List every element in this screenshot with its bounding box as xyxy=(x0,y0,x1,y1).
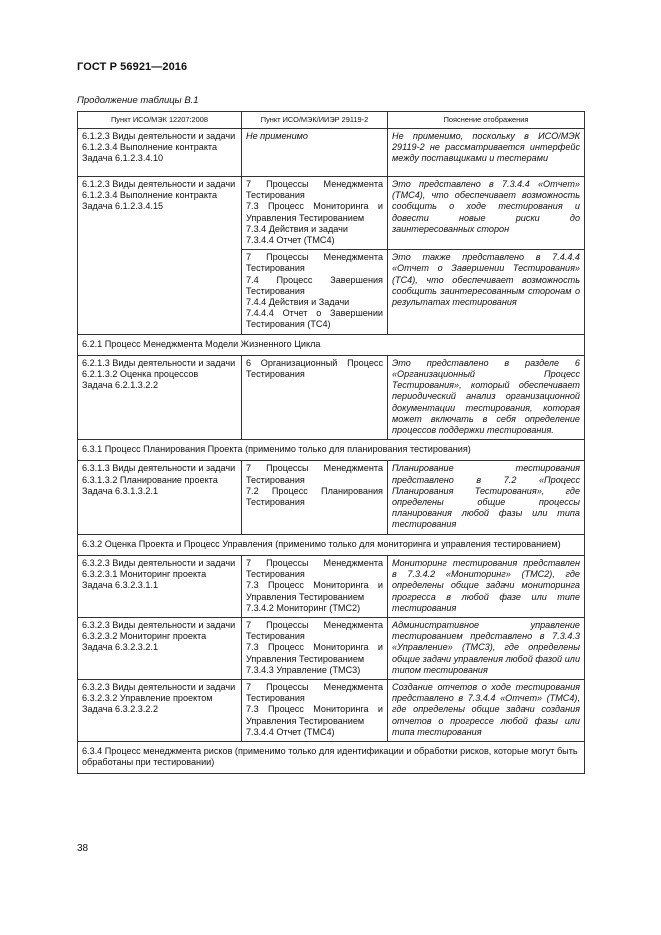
column-header: Пояснение отображения xyxy=(388,112,585,129)
cell-line: Задача 6.3.2.3.2.1 xyxy=(82,642,159,653)
cell-line: 6.3.2.3 Виды деятельности и задачи xyxy=(82,619,236,630)
table-header-row xyxy=(78,112,585,129)
table-row xyxy=(78,555,585,617)
cell-line: 7.3.4.2 Мониторинг (TMC2) xyxy=(246,602,361,613)
explanation-cell: Создание отчетов о ходе тестирования представлено в 7.3.4.4 «Отчет» (TMC4), где определены общие задачи создания отчетов о прогрессе любой фазы или типа тестирования xyxy=(388,679,585,741)
section-title: 6.2.1 Процесс Менеджмента Модели Жизненного Цикла xyxy=(78,334,585,355)
cell-line: 6.1.2.3.4 Выполнение контракта xyxy=(82,190,218,201)
cell-line: Не применимо xyxy=(246,131,308,141)
cell-line: 6 Организационный Процесс Тестирования xyxy=(246,357,383,380)
explanation-cell: Планирование тестирования представлено в 7.2 «Процесс Планирования Тестирования», где определены общие процессы планирования любой фазы или типа тестирования xyxy=(388,461,585,534)
section-row xyxy=(78,334,585,355)
page-number: 38 xyxy=(77,843,89,854)
cell-line: 7 Процессы Менеджмента Тестирования xyxy=(246,179,383,201)
table-row xyxy=(78,617,585,679)
iso29119-cell xyxy=(242,250,388,334)
cell-line: 6.3.2.3.2 Управление проектом xyxy=(82,693,213,704)
iso29119-cell xyxy=(242,617,388,679)
iso12207-cell xyxy=(78,461,242,534)
section-row xyxy=(78,741,585,773)
cell-line: 6.2.1.3 Виды деятельности и задачи xyxy=(82,357,236,368)
iso29119-cell xyxy=(242,355,388,439)
explanation-cell: Не применимо, поскольку в ИСО/МЭК 29119-2 не рассматривается интерфейс между поставщиками и тестерами xyxy=(388,129,585,177)
cell-line: 7.3.4.4 Отчет (TMC4) xyxy=(246,726,335,737)
cell-line: Задача 6.1.2.3.4.15 xyxy=(82,201,164,212)
iso29119-cell xyxy=(242,461,388,534)
column-header: Пункт ИСО/МЭК 12207:2008 xyxy=(78,112,242,129)
section-row xyxy=(78,534,585,555)
cell-line: 7.4.4 Действия и Задачи xyxy=(246,297,350,308)
iso12207-cell xyxy=(78,129,242,177)
cell-line: 6.2.1.3.2 Оценка процессов xyxy=(82,369,199,380)
cell-line: 7.3.4 Действия и задачи xyxy=(246,223,348,234)
section-title: 6.3.1 Процесс Планирования Проекта (применимо только для планирования тестирования) xyxy=(78,440,585,461)
document-header: ГОСТ Р 56921—2016 xyxy=(77,61,188,73)
iso12207-cell xyxy=(78,617,242,679)
cell-line: Задача 6.3.1.3.2.1 xyxy=(82,485,159,496)
mapping-table xyxy=(77,111,585,774)
table-caption: Продолжение таблицы В.1 xyxy=(77,95,199,106)
cell-line: 7.4 Процесс Завершения Тестирования xyxy=(246,274,383,296)
iso29119-cell xyxy=(242,679,388,741)
cell-line: 7 Процессы Менеджмента Тестирования xyxy=(246,463,383,485)
cell-line: 6.3.1.3.2 Планирование проекта xyxy=(82,474,218,485)
iso29119-cell xyxy=(242,177,388,250)
iso29119-cell xyxy=(242,555,388,617)
iso29119-cell xyxy=(242,129,388,177)
cell-line: Задача 6.1.2.3.4.10 xyxy=(82,153,164,164)
explanation-cell: Это представлено в разделе 6 «Организационный Процесс Тестирования», который обеспечивает периодический анализ организационной документации тестирования, которая может включать в себя определение процессов поддержки тестирования. xyxy=(388,355,585,439)
cell-line: 7 Процессы Менеджмента Тестирования xyxy=(246,557,383,580)
explanation-cell: Это также представлено в 7.4.4.4 «Отчет о Завершении Тестирования» (TC4), что обеспечивает возможность сообщить заинтересованным сторонам о результатах тестирования xyxy=(388,250,585,334)
cell-line: 6.1.2.3 Виды деятельности и задачи xyxy=(82,179,236,189)
cell-line: 7.3 Процесс Мониторинга и Управления Тестированием xyxy=(246,704,383,726)
cell-line: 7.3.4.3 Управление (TMC3) xyxy=(246,664,361,675)
iso12207-cell xyxy=(78,177,242,335)
cell-line: Задача 6.3.2.3.2.2 xyxy=(82,704,159,715)
cell-line: 6.3.1.3 Виды деятельности и задачи xyxy=(82,463,236,474)
cell-line: 6.3.2.3.2 Мониторинг проекта xyxy=(82,631,207,642)
cell-line: 6.3.2.3.1 Мониторинг проекта xyxy=(82,569,207,580)
explanation-cell: Это представлено в 7.3.4.4 «Отчет» (TMC4), что обеспечивает возможность сообщить о ходе тестирования и довести новые риски до заинтересованных сторон xyxy=(388,177,585,250)
cell-line: 6.3.2.3 Виды деятельности и задачи xyxy=(82,681,236,692)
explanation-cell: Мониторинг тестирования представлен в 7.3.4.2 «Мониторинг» (TMC2), где определены общие задачи мониторинга прогресса в любой фазе или типе тестирования xyxy=(388,555,585,617)
section-title: 6.3.4 Процесс менеджмента рисков (применимо только для идентификации и обработки рисков, которые могут быть обработаны при тестировании) xyxy=(78,741,585,773)
cell-line: 7.2 Процесс Планирования Тестирования xyxy=(246,485,383,508)
cell-line: 6.1.2.3 Виды деятельности и задачи xyxy=(82,131,236,141)
table-row xyxy=(78,461,585,534)
cell-line: Задача 6.3.2.3.1.1 xyxy=(82,580,159,591)
cell-line: 7.4.4.4 Отчет о Завершении Тестирования (TC4) xyxy=(246,308,383,330)
explanation-cell: Административное управление тестированием представлено в 7.3.4.3 «Управление» (TMC3), где определены общие задачи управления любой фазой или типом тестирования xyxy=(388,617,585,679)
iso12207-cell xyxy=(78,355,242,439)
cell-line: 6.3.2.3 Виды деятельности и задачи xyxy=(82,557,236,568)
cell-line: 7.3 Процесс Мониторинга и Управления Тестированием xyxy=(246,201,383,223)
column-header: Пункт ИСО/МЭК/ИИЭР 29119-2 xyxy=(242,112,388,129)
cell-line: 7 Процессы Менеджмента Тестирования xyxy=(246,619,383,642)
table-row xyxy=(78,679,585,741)
section-row xyxy=(78,440,585,461)
cell-line: Задача 6.2.1.3.2.2 xyxy=(82,380,159,391)
cell-line: 6.1.2.3.4 Выполнение контракта xyxy=(82,142,218,153)
iso12207-cell xyxy=(78,679,242,741)
iso12207-cell xyxy=(78,555,242,617)
section-title: 6.3.2 Оценка Проекта и Процесс Управления (применимо только для мониторинга и управления тестированием) xyxy=(78,534,585,555)
cell-line: 7 Процессы Менеджмента Тестирования xyxy=(246,681,383,704)
cell-line: 7.3 Процесс Мониторинга и Управления Тестированием xyxy=(246,580,383,602)
table-row xyxy=(78,177,585,250)
cell-line: 7.3.4.4 Отчет (TMC4) xyxy=(246,235,335,246)
table-row xyxy=(78,129,585,177)
cell-line: 7 Процессы Менеджмента Тестирования xyxy=(246,252,383,274)
cell-line: 7.3 Процесс Мониторинга и Управления Тестированием xyxy=(246,642,383,664)
table-row xyxy=(78,355,585,439)
